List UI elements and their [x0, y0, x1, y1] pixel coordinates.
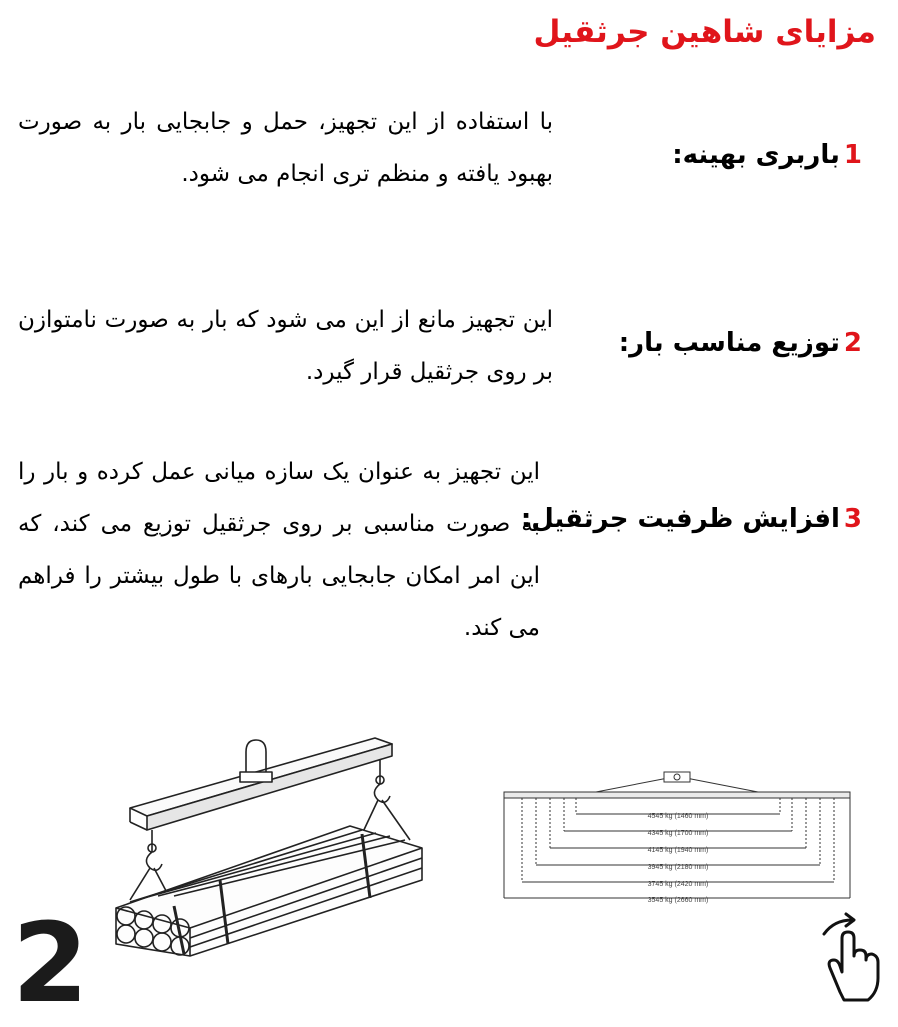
benefit-2-number: 2	[843, 328, 862, 358]
benefit-1-heading	[672, 140, 862, 170]
swipe-hand-icon[interactable]	[810, 912, 886, 1004]
page-title: مزایای شاهین جرثقیل	[533, 14, 876, 50]
benefit-3-number: 3	[843, 504, 862, 534]
benefit-1-text: با استفاده از این تجهیز، حمل و جابجایی بار به صورت بهبود یافته و منظم تری انجام می شود.	[18, 109, 553, 187]
benefit-3-text: این تجهیز به عنوان یک سازه میانی عمل کرده و بار را به صورت مناسبی بر روی جرثقیل توزیع می کند، که این امر امکان جابجایی بارهای با طول بیشتر را فراهم می کند.	[18, 459, 540, 641]
benefit-1-number: 1	[843, 140, 862, 170]
capacity-label: 4145 kg (1940 mm)	[647, 847, 709, 854]
benefit-2-heading	[619, 328, 862, 358]
lifting-beam-illustration	[100, 730, 445, 960]
capacity-label: 3945 kg (2180 mm)	[647, 864, 709, 871]
capacity-label: 4345 kg (1700 mm)	[647, 830, 709, 837]
capacity-diagram	[498, 770, 858, 910]
capacity-label: 3745 kg (2420 mm)	[647, 881, 709, 888]
capacity-label: 4545 kg (1460 mm)	[647, 813, 709, 820]
page-number: 2	[12, 899, 89, 1027]
capacity-label: 3545 kg (2660 mm)	[647, 897, 709, 904]
benefit-3-heading	[521, 504, 862, 534]
benefit-2-text: این تجهیز مانع از این می شود که بار به صورت نامتوازن بر روی جرثقیل قرار گیرد.	[18, 307, 553, 385]
benefit-3-title: افزایش ظرفیت جرثقیل:	[520, 504, 840, 534]
benefit-2-title: توزیع مناسب بار:	[618, 328, 840, 358]
benefit-1-title: باربری بهینه:	[672, 140, 840, 170]
